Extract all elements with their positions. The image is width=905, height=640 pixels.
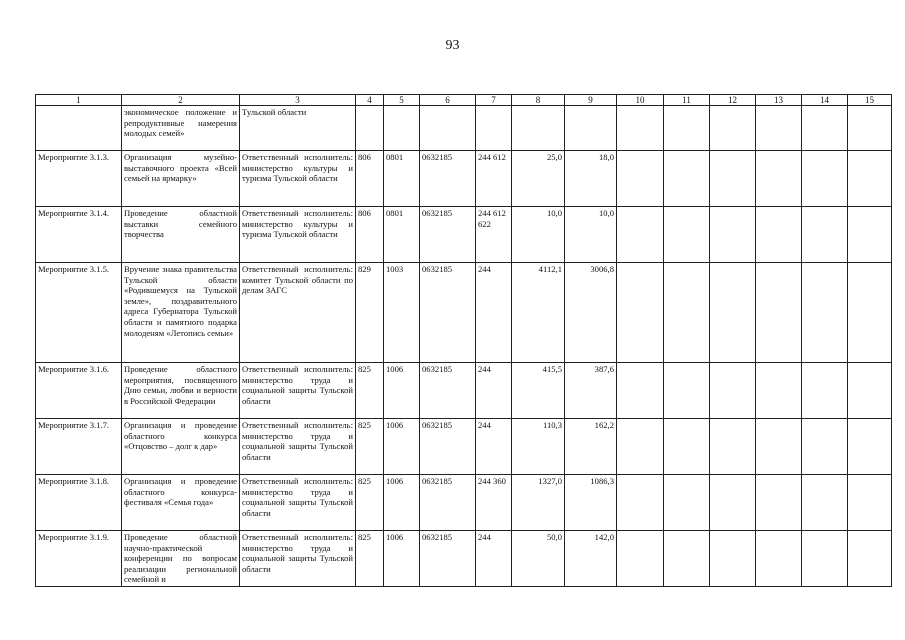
column-header: 15 bbox=[848, 95, 892, 106]
section-code-cell: 0801 bbox=[384, 151, 420, 207]
expense-type-cell: 244 bbox=[476, 263, 512, 363]
column-header: 12 bbox=[710, 95, 756, 106]
empty-cell bbox=[848, 419, 892, 475]
measure-name-cell: Мероприятие 3.1.7. bbox=[36, 419, 122, 475]
target-code-cell: 0632185 bbox=[420, 263, 476, 363]
column-header: 3 bbox=[240, 95, 356, 106]
empty-cell bbox=[617, 475, 664, 531]
executor-cell: Ответственный исполнитель: министерство труда и социальной защиты Тульской области bbox=[240, 363, 356, 419]
empty-cell bbox=[756, 151, 802, 207]
column-header: 5 bbox=[384, 95, 420, 106]
column-header: 8 bbox=[512, 95, 565, 106]
description-cell: Организация и проведение областного конкурса «Отцовство – долг к дар» bbox=[122, 419, 240, 475]
empty-cell bbox=[617, 106, 664, 151]
empty-cell bbox=[710, 475, 756, 531]
expense-type-cell bbox=[476, 106, 512, 151]
section-code-cell bbox=[384, 106, 420, 151]
empty-cell bbox=[756, 106, 802, 151]
executor-cell: Ответственный исполнитель: министерство культуры и туризма Тульской области bbox=[240, 207, 356, 263]
code-cell: 825 bbox=[356, 475, 384, 531]
section-code-cell: 0801 bbox=[384, 207, 420, 263]
table-row bbox=[36, 207, 892, 263]
empty-cell bbox=[802, 106, 848, 151]
column-header: 4 bbox=[356, 95, 384, 106]
empty-cell bbox=[756, 263, 802, 363]
amount-cell bbox=[565, 106, 617, 151]
empty-cell bbox=[617, 419, 664, 475]
executor-cell: Тульской области bbox=[240, 106, 356, 151]
description-cell: Организация музейно-выставочного проекта «Всей семьей на ярмарку» bbox=[122, 151, 240, 207]
empty-cell bbox=[756, 207, 802, 263]
column-header: 10 bbox=[617, 95, 664, 106]
code-cell bbox=[356, 106, 384, 151]
empty-cell bbox=[664, 475, 710, 531]
section-code-cell: 1003 bbox=[384, 263, 420, 363]
description-cell: Вручение знака правительства Тульской области «Родившемуся на Тульской земле», поздравительного адреса Губернатора Тульской области и памятного подарка молоденям «Летопись семьи» bbox=[122, 263, 240, 363]
measure-name-cell: Мероприятие 3.1.8. bbox=[36, 475, 122, 531]
empty-cell bbox=[710, 419, 756, 475]
empty-cell bbox=[848, 151, 892, 207]
table-row bbox=[36, 475, 892, 531]
table-row bbox=[36, 531, 892, 587]
table-row bbox=[36, 363, 892, 419]
empty-cell bbox=[802, 475, 848, 531]
amount-cell: 142,0 bbox=[565, 531, 617, 587]
amount-cell: 387,6 bbox=[565, 363, 617, 419]
description-cell: экономическое положение и репродуктивные намерения молодых семей» bbox=[122, 106, 240, 151]
empty-cell bbox=[848, 106, 892, 151]
description-cell: Организация и проведение областного конкурса-фестиваля «Семья года» bbox=[122, 475, 240, 531]
column-header: 6 bbox=[420, 95, 476, 106]
amount-cell: 3006,8 bbox=[565, 263, 617, 363]
empty-cell bbox=[756, 531, 802, 587]
expense-type-cell: 244 612 bbox=[476, 151, 512, 207]
empty-cell bbox=[710, 263, 756, 363]
empty-cell bbox=[802, 151, 848, 207]
executor-cell: Ответственный исполнитель: комитет Тульской области по делам ЗАГС bbox=[240, 263, 356, 363]
amount-cell: 1327,0 bbox=[512, 475, 565, 531]
section-code-cell: 1006 bbox=[384, 531, 420, 587]
empty-cell bbox=[802, 207, 848, 263]
amount-cell: 110,3 bbox=[512, 419, 565, 475]
column-header: 9 bbox=[565, 95, 617, 106]
empty-cell bbox=[617, 363, 664, 419]
empty-cell bbox=[848, 531, 892, 587]
measure-name-cell: Мероприятие 3.1.4. bbox=[36, 207, 122, 263]
amount-cell: 415,5 bbox=[512, 363, 565, 419]
executor-cell: Ответственный исполнитель: министерство труда и социальной защиты Тульской области bbox=[240, 475, 356, 531]
empty-cell bbox=[664, 531, 710, 587]
code-cell: 825 bbox=[356, 531, 384, 587]
measure-name-cell: Мероприятие 3.1.9. bbox=[36, 531, 122, 587]
column-header: 2 bbox=[122, 95, 240, 106]
description-cell: Проведение областной выставки семейного творчества bbox=[122, 207, 240, 263]
empty-cell bbox=[802, 419, 848, 475]
target-code-cell: 0632185 bbox=[420, 363, 476, 419]
budget-table bbox=[35, 94, 892, 587]
empty-cell bbox=[617, 531, 664, 587]
empty-cell bbox=[664, 419, 710, 475]
empty-cell bbox=[802, 363, 848, 419]
amount-cell: 4112,1 bbox=[512, 263, 565, 363]
target-code-cell bbox=[420, 106, 476, 151]
amount-cell: 10,0 bbox=[512, 207, 565, 263]
amount-cell: 162,2 bbox=[565, 419, 617, 475]
expense-type-cell: 244 bbox=[476, 419, 512, 475]
executor-cell: Ответственный исполнитель: министерство труда и социальной защиты Тульской области bbox=[240, 531, 356, 587]
empty-cell bbox=[756, 475, 802, 531]
amount-cell: 25,0 bbox=[512, 151, 565, 207]
target-code-cell: 0632185 bbox=[420, 419, 476, 475]
amount-cell: 50,0 bbox=[512, 531, 565, 587]
amount-cell: 10,0 bbox=[565, 207, 617, 263]
measure-name-cell: Мероприятие 3.1.6. bbox=[36, 363, 122, 419]
column-header: 13 bbox=[756, 95, 802, 106]
empty-cell bbox=[802, 531, 848, 587]
empty-cell bbox=[664, 106, 710, 151]
empty-cell bbox=[710, 106, 756, 151]
empty-cell bbox=[664, 363, 710, 419]
empty-cell bbox=[710, 151, 756, 207]
empty-cell bbox=[848, 263, 892, 363]
empty-cell bbox=[710, 207, 756, 263]
description-cell: Проведение областного мероприятия, посвященного Дню семьи, любви и верности в Российской Федерации bbox=[122, 363, 240, 419]
page-number: 93 bbox=[445, 38, 460, 53]
expense-type-cell: 244 bbox=[476, 531, 512, 587]
target-code-cell: 0632185 bbox=[420, 531, 476, 587]
column-header: 11 bbox=[664, 95, 710, 106]
empty-cell bbox=[848, 363, 892, 419]
executor-cell: Ответственный исполнитель: министерство труда и социальной защиты Тульской области bbox=[240, 419, 356, 475]
empty-cell bbox=[710, 531, 756, 587]
empty-cell bbox=[664, 151, 710, 207]
column-header: 7 bbox=[476, 95, 512, 106]
measure-name-cell bbox=[36, 106, 122, 151]
empty-cell bbox=[710, 363, 756, 419]
table-row bbox=[36, 151, 892, 207]
empty-cell bbox=[664, 207, 710, 263]
measure-name-cell: Мероприятие 3.1.5. bbox=[36, 263, 122, 363]
section-code-cell: 1006 bbox=[384, 363, 420, 419]
column-header: 1 bbox=[36, 95, 122, 106]
executor-cell: Ответственный исполнитель: министерство культуры и туризма Тульской области bbox=[240, 151, 356, 207]
expense-type-cell: 244 360 bbox=[476, 475, 512, 531]
empty-cell bbox=[617, 263, 664, 363]
empty-cell bbox=[802, 263, 848, 363]
empty-cell bbox=[617, 151, 664, 207]
empty-cell bbox=[617, 207, 664, 263]
empty-cell bbox=[756, 419, 802, 475]
section-code-cell: 1006 bbox=[384, 419, 420, 475]
amount-cell: 18,0 bbox=[565, 151, 617, 207]
code-cell: 806 bbox=[356, 151, 384, 207]
expense-type-cell: 244 bbox=[476, 363, 512, 419]
measure-name-cell: Мероприятие 3.1.3. bbox=[36, 151, 122, 207]
code-cell: 829 bbox=[356, 263, 384, 363]
expense-type-cell: 244 612 622 bbox=[476, 207, 512, 263]
table-row bbox=[36, 106, 892, 151]
target-code-cell: 0632185 bbox=[420, 207, 476, 263]
empty-cell bbox=[664, 263, 710, 363]
description-cell: Проведение областной научно-практической конференции по вопросам реализации региональной семейной и bbox=[122, 531, 240, 587]
table-body bbox=[36, 95, 892, 587]
empty-cell bbox=[756, 363, 802, 419]
target-code-cell: 0632185 bbox=[420, 475, 476, 531]
table-row bbox=[36, 419, 892, 475]
target-code-cell: 0632185 bbox=[420, 151, 476, 207]
code-cell: 806 bbox=[356, 207, 384, 263]
empty-cell bbox=[848, 475, 892, 531]
header-row bbox=[36, 95, 892, 106]
column-header: 14 bbox=[802, 95, 848, 106]
section-code-cell: 1006 bbox=[384, 475, 420, 531]
amount-cell bbox=[512, 106, 565, 151]
code-cell: 825 bbox=[356, 419, 384, 475]
table-row bbox=[36, 263, 892, 363]
amount-cell: 1086,3 bbox=[565, 475, 617, 531]
empty-cell bbox=[848, 207, 892, 263]
code-cell: 825 bbox=[356, 363, 384, 419]
